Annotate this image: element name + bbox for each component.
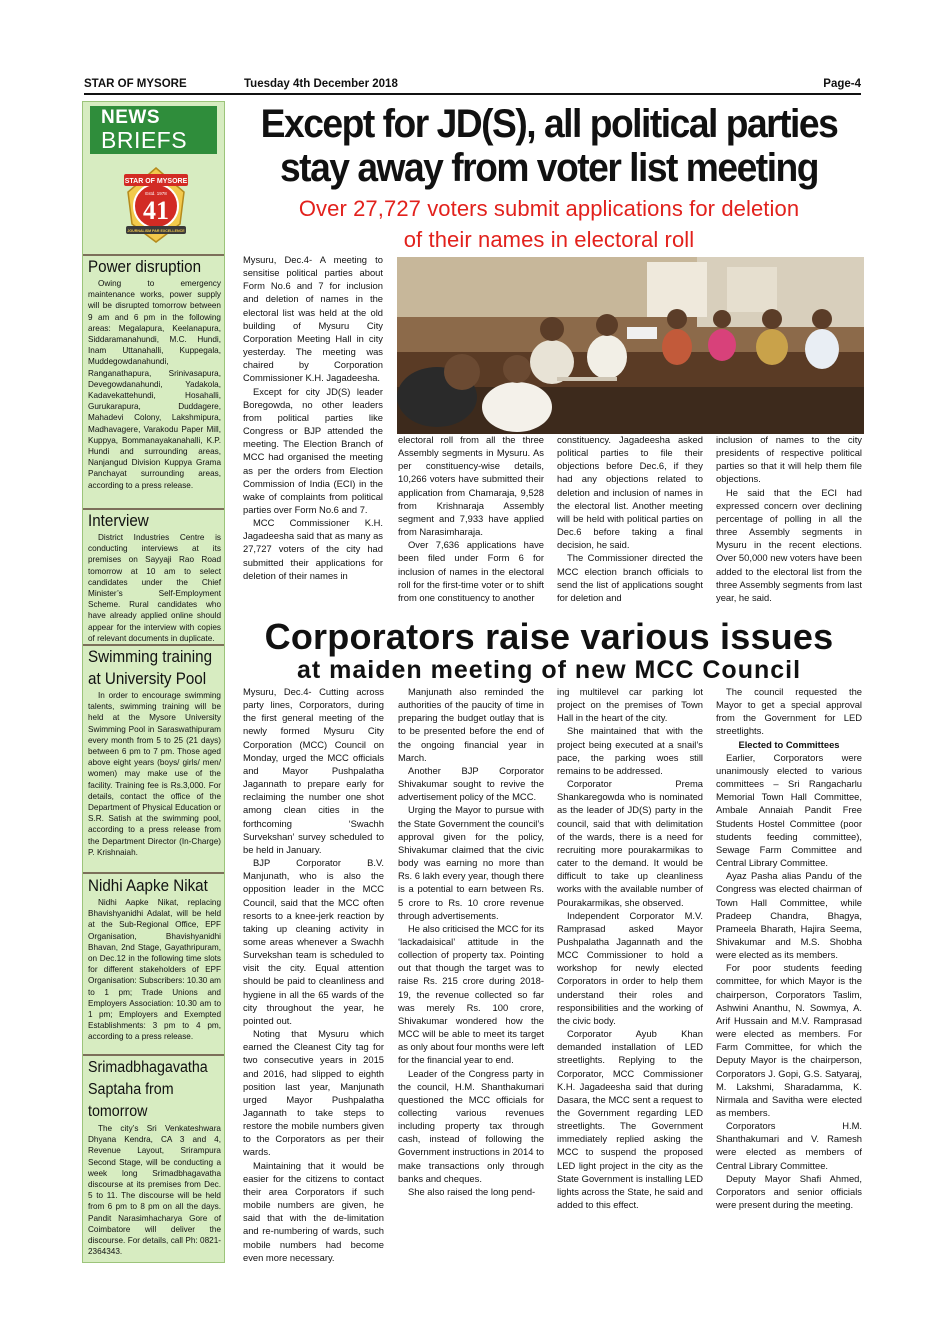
story1-column-2: [398, 433, 544, 604]
paragraph: Noting that Mysuru which earned the Cleanest City tag for two consecutive years in 2015 and 2016, had slipped to eighth position last year, Manjunath urged Mayor Pushpalatha Jagannath to take steps to restore the mobile numbers given to the Corporators as per their wards.: [243, 1028, 384, 1158]
brief-title: Nidhi Aapke Nikat: [88, 877, 208, 895]
paragraph: Manjunath also reminded the authorities of the paucity of time in preparing the budget outlay that is to be presented before the end of the ongoing financial year in March.: [398, 686, 544, 763]
paragraph: Except for city JD(S) leader Boregowda, no other leaders from political parties like Congress or BJP attended the meeting. The Election Branch of MCC had organised the meeting as per the orders from Election Commission of India (ECI) in the wake of complaints from political parties over Form No.6 and 7.: [243, 385, 383, 515]
paragraph: She also raised the long pend-: [408, 1185, 536, 1197]
brief-body: The city’s Sri Venkateshwara Dhyana Kendra, CA 3 and 4, Revenue Layout, Srirampura Second Stage, will be conducting a week long Srimadbhagavatha discourse at its premises from Dec. 5 to 11. The discourse will be held from 6 pm to 8 pm on all the days. Pandit Narasimhacharya Gore of Coimbatore will deliver the discourse. For details, call Ph: 0821-2364343.: [88, 1124, 221, 1257]
meeting-photo: [397, 257, 864, 434]
story2-column-4: [716, 685, 862, 1211]
brief-title: Interview: [88, 512, 149, 530]
story1-subhead-line1: Over 27,727 voters submit applications for deletion: [298, 196, 800, 221]
paragraph: Earlier, Corporators were unanimously elected to various committees – Sri Rangacharlu Memorial Town Hall Committee, Ambale Annaiah Pandit Free Students Hostel Committee (poor students feeding committee), Sewage Farm Committee and Central Library Committee.: [716, 751, 862, 869]
paragraph: BJP Corporator B.V. Manjunath, who is also the opposition leader in the MCC Council, said that the MCC often resorts to a knee-jerk reaction by taking up cleaning activity in some areas whenever a Swachh Survekshan team is scheduled to visit the city. Equal attention should be paid to cleanliness and hygiene in all the 65 wards of the city throughout the year, he pointed out.: [243, 857, 384, 1026]
paragraph: Another BJP Corporator Shivakumar sought to revive the advertisement policy of the MCC.: [398, 764, 544, 803]
news-briefs-banner: [90, 106, 217, 154]
brief-swimming-training: [88, 646, 221, 858]
paragraph: electoral roll from all the three Assembly segments in Mysuru. As per constituency-wise details, 10,266 voters have submitted their application from Chamaraja, 9,528 from Krishnaraja Assembly segment and 7,933 have applied from Narasimharaja.: [398, 434, 544, 538]
issue-date: Tuesday 4th December 2018: [244, 78, 398, 90]
brief-divider: [83, 1054, 225, 1056]
paragraph: The council requested the Mayor to get a special approval from the Government for LED streetlights.: [716, 686, 862, 737]
paragraph: She maintained that with the project being executed at a snail’s pace, the parking woes still remains to be addressed.: [557, 725, 703, 776]
brief-body: In order to encourage swimming talents, swimming training will be held at the Mysore University Swimming Pool in Saraswathipuram every month from 5 to 25 (21 days) between 6 pm to 7 pm. Those aged above eight years (boys/ girls/ men/ women) may make use of the facility. Training fee is Rs.3,000. For details, contact the office of the Department of Physical Education or S.R. Satish at the swimming pool, according to a press release from the Department Director (In-Charge) P. Krishnaiah.: [88, 691, 221, 857]
paragraph: Corporator Ayub Khan demanded installation of LED streetlights. Replying to the Corporator, MCC Commissioner K.H. Jagadeesha said that during Dasara, the MCC sent a request to the Government regarding LED streetlights. The Government immediately replied asking the MCC to suspend the proposed LED light project in the city as the State Government is installing LED lights across the State, he said and added to this effect.: [557, 1028, 703, 1211]
story2-subheadline: at maiden meeting of new MCC Council: [296, 656, 802, 684]
brief-title: Power disruption: [88, 258, 202, 276]
brief-nidhi-aapke-nikat: [88, 875, 221, 1043]
paragraph: For poor students feeding committee, for which Mayor is the chairperson, Corporators Taslim, Ashwini Ananthu, N. Sowmya, A. Arif Hussain and M.V. Ramprasad were elected as members. For Farm Committee, for which the Deputy Mayor is the chairperson, Corporators J. Gopi, G.S. Satyaraj, M. Lakshmi, Sharadamma, K. Nirmala and Savitha were elected as members.: [716, 962, 862, 1118]
paragraph: inclusion of names to the city presidents of respective political parties so that it will help them file objections.: [716, 434, 862, 485]
brief-body: Owing to emergency maintenance works, power supply will be disrupted tomorrow between 9 am and 6 pm in the following areas: Megalapura, Keelanapura, Siddaramanahundi, M.C. Hundi, Inam Uttanahalli, Kuppegala, Muddegowdanahundi, Ranganathapura, Srinivasapura, Devegowdanahundi, Yadakola, Kadavekattehundi, Hosahalli, Gurukarapura, Duddagere, Mahadevi Colony, Lakshmipura, Madhavagere, Varakodu Paper Mill, Kuppya, Bommanayakanahalli, K.P. Hundi and surrounding areas, Nanjangud Division Kuppya Grama Panchayat surrounding areas, according to a press release.: [88, 279, 221, 490]
paragraph: MCC Commissioner K.H. Jagadeesha said that as many as 27,727 voters of the city had submitted their applications for deletion of their names in: [243, 517, 383, 581]
anniversary-logo: [120, 162, 192, 246]
story2-column-2: [398, 685, 544, 1198]
paragraph: Deputy Mayor Shafi Ahmed, Corporators and senior officials were present during the meeting.: [716, 1172, 862, 1211]
paragraph: Corporator Prema Shankaregowda who is nominated as the leader of JD(S) party in the council, said that with delimitation of the wards, there is a need for recruiting more pourakarmikas to cater to the demand. It would be difficult to take up cleanliness works with the available number of Pourakarmikas, she observed.: [557, 778, 703, 908]
paragraph: Leader of the Congress party in the council, H.M. Shanthakumari questioned the MCC officials for collecting various revenues including property tax through cash, instead of following the Government instructions in 2014 to make transactions only through banks and cheques.: [398, 1067, 544, 1184]
story1-column-3: [557, 433, 703, 604]
paragraph: Urging the Mayor to pursue with the State Government the council’s approval given for the policy, Shivakumar claimed that the civic body was earning no more than Rs. 6 lakh every year, though there is a potential to earn between Rs. 5 crore to Rs. 10 crore revenue through advertisements.: [398, 804, 544, 921]
paragraph: Mysuru, Dec.4- A meeting to sensitise political parties about Form No.6 and 7 for inclusion and deletion of names in the electoral list was held at the old building of Mysuru City Corporation Meeting Hall in city yesterday. The meeting was chaired by Corporation Commissioner K.H. Jagadeesha.: [243, 254, 383, 384]
paragraph: Corporators H.M. Shanthakumari and V. Ramesh were elected as members of Central Library Committee.: [716, 1120, 862, 1171]
brief-interview: [88, 510, 221, 644]
paragraph: The Commissioner directed the MCC election branch officials to send the list of applications sought for deletion and: [557, 552, 703, 603]
brief-divider: [83, 872, 225, 874]
brief-power-disruption: [88, 256, 221, 491]
paragraph: Maintaining that it would be easier for the citizens to contact their area Corporators if such mobile numbers are given, he said that with the de-limitation and re-numbering of wards, such mobile numbers had become even more necessary.: [243, 1159, 384, 1263]
section-subhead: Elected to Committees: [738, 738, 840, 750]
story1-column-4: [716, 433, 862, 604]
news-briefs-sidebar: [82, 101, 225, 1263]
brief-body: District Industries Centre is conducting interviews at its premises on Sayyaji Rao Road tomorrow at 10 am to select candidates under the Chief Minister’s Self-Employment Scheme. Rural candidates who have already applied online should appear for the interview with copies of relevant documents in duplicate.: [88, 533, 221, 643]
paragraph: ing multilevel car parking lot project on the premises of Town Hall in the heart of the city.: [557, 686, 703, 724]
brief-title: Swimming training at University Pool: [88, 648, 213, 688]
masthead: [84, 78, 861, 92]
logo-estd: Estd. 1978: [145, 191, 167, 196]
brief-title: Srimadbhagavatha Saptaha from tomorrow: [88, 1059, 208, 1120]
story1-headline: [257, 102, 841, 190]
story1-headline-line1: Except for JD(S), all political parties: [260, 102, 838, 146]
paragraph: constituency. Jagadeesha asked political parties to file their objections before Dec.6, if they had any objections related to deletion and inclusion of names in the electoral list. Another meeting will be held with political parties on Dec.6 before taking a final decision, he said.: [557, 434, 703, 551]
story2-column-3: [557, 685, 703, 1211]
logo-top-text: STAR OF MYSORE: [124, 178, 188, 185]
story1-subheadline: [235, 193, 863, 255]
paragraph: He said that the ECI had expressed concern over declining percentage of polling in all the three Assembly segments in Mysuru in the recent elections. Over 50,000 new voters have been added to the electoral list from the three Assembly segments from last year, he said.: [716, 486, 862, 603]
masthead-rule: [84, 93, 861, 95]
story1-subhead-line2: of their names in electoral roll: [403, 227, 695, 252]
paragraph: He also criticised the MCC for its ‘lackadaisical’ attitude in the collection of property tax. Pointing out that though the target was to raise Rs. 215 crore during 2018-19, the revenue collected so far was merely Rs. 100 crore, Shivakumar wondered how the MCC will be able to meet its target as only about four months were left for the financial year to end.: [398, 922, 544, 1066]
story1-headline-line2: stay away from voter list meeting: [279, 146, 819, 190]
page-number: Page-4: [823, 78, 861, 90]
brief-body: Nidhi Aapke Nikat, replacing Bhavishyanidhi Adalat, will be held at the Sub-Regional Office, EPF Organisation, Bhavishyanidhi Bhavan, 2nd Stage, Gayathripuram, on Dec.12 in the following time slots for different stakeholders of EPF Organisation: Subscribers: 10.30 am to 1 pm; Trade Unions and Employers Association: 10.30 am to 1 pm; Employers and Exempted Establishments: 3 pm to 4 pm, according to a press release.: [88, 898, 221, 1042]
paragraph: Mysuru, Dec.4- Cutting across party lines, Corporators, during the first general meeting of the newly formed Mysuru City Corporation (MCC) Council on Monday, urged the MCC officials and Mayor Pushpalatha Jagannath to prepare early for reclaiming the number one shot among clean cities in the forthcoming ‘Swachh Survekshan’ survey scheduled to be held in January.: [243, 686, 384, 855]
story2-headline: Corporators raise various issues: [264, 616, 834, 657]
paragraph: Independent Corporator M.V. Ramprasad asked Mayor Pushpalatha Jagannath and the MCC Commissioner to hold a workshop for newly elected Corporators in order to help them understand their roles and responsibilities and the working of the civic body.: [557, 909, 703, 1026]
brief-srimadbhagavatha: [88, 1057, 221, 1257]
logo-bottom-text: JOURNALISM PAR EXCELLENCE: [127, 229, 185, 233]
publication-name: STAR OF MYSORE: [84, 78, 187, 90]
logo-number: 41: [143, 196, 169, 225]
banner-briefs: BRIEFS: [101, 127, 188, 153]
story2-column-1: [243, 685, 384, 1264]
paragraph: Over 7,636 applications have been filed under Form 6 for inclusion of names in the electoral roll for the first-time voter or to shift from one constituency to another: [398, 539, 544, 603]
paragraph: Ayaz Pasha alias Pandu of the Congress was elected chairman of Town Hall Committee, while Pradeep Chandra, Bhagya, Prameela Bharath, Hajira Seema, Shivakumar and M.S. Shobha were elected as its members.: [716, 870, 862, 961]
story1-column-1: [243, 253, 383, 582]
banner-news: NEWS: [101, 107, 160, 128]
